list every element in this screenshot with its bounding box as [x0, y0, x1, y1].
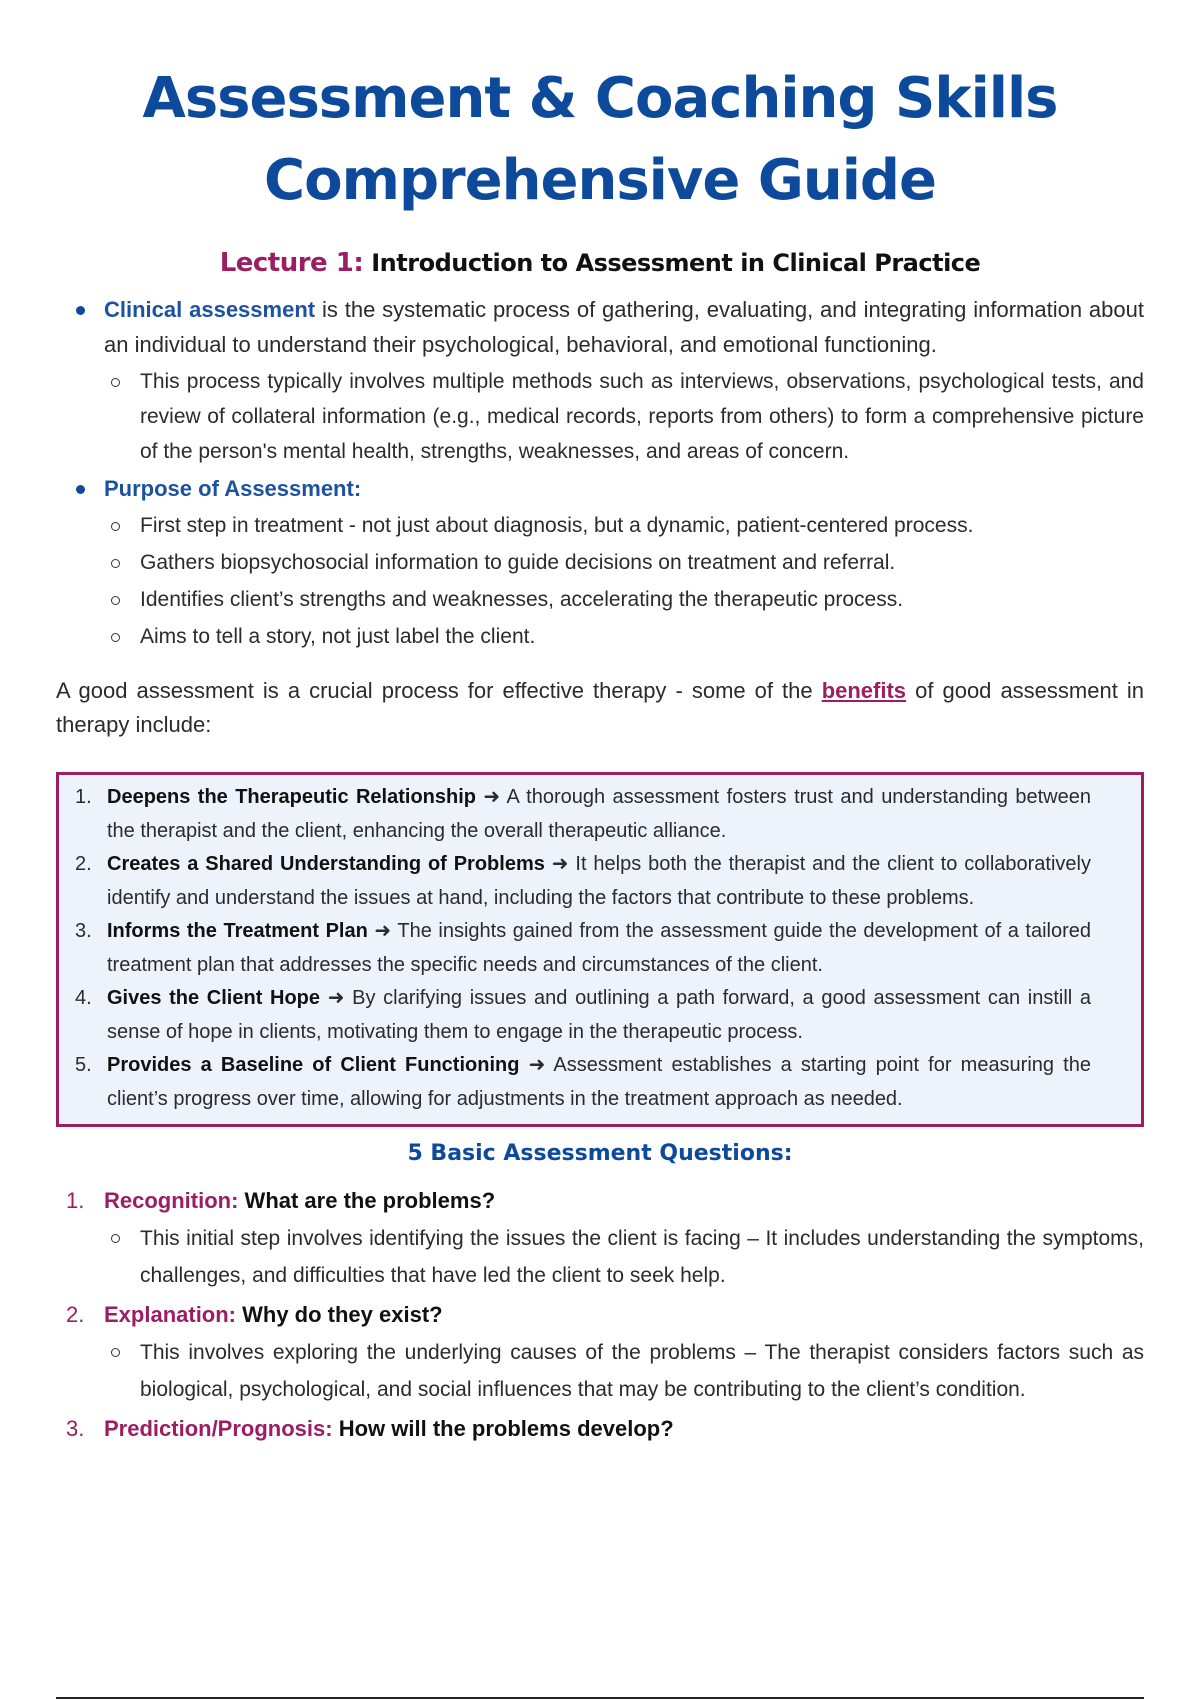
- question-label: Prediction/Prognosis:: [104, 1416, 333, 1441]
- lecture-heading: [56, 248, 1144, 278]
- arrow-icon: ➜: [544, 853, 576, 875]
- purpose-item: [56, 545, 1144, 580]
- benefit-text: A thorough assessment fosters trust and understanding between the therapist and the client, enhancing the overall therapeutic alliance.: [107, 786, 1091, 842]
- title-line-1: Assessment & Coaching Skills: [142, 66, 1058, 131]
- benefit-number: 4.: [75, 987, 92, 1009]
- footer-divider: [56, 1697, 1144, 1699]
- question-number: 2.: [66, 1302, 85, 1327]
- benefit-text: It helps both the therapist and the client to collaboratively identify and understand the issues at hand, including the factors that contribute to these problems.: [107, 853, 1091, 909]
- benefits-box: [56, 772, 1144, 1127]
- title-line-2: Comprehensive Guide: [264, 148, 936, 213]
- benefit-item: [73, 982, 1091, 1049]
- benefit-title: Deepens the Therapeutic Relationship: [107, 786, 476, 808]
- bullet-purpose: [56, 471, 1144, 506]
- intro-text-before: A good assessment is a crucial process for effective therapy - some of the: [56, 678, 822, 703]
- purpose-heading: Purpose of Assessment:: [104, 476, 362, 501]
- question-detail: [56, 1334, 1144, 1408]
- question-detail-text: This initial step involves identifying the issues the client is facing – It includes understanding the symptoms, challenges, and difficulties that have led the client to seek help.: [140, 1227, 1144, 1287]
- benefit-item: [73, 915, 1091, 982]
- lecture-label: Lecture 1:: [219, 248, 364, 278]
- benefits-intro-paragraph: [56, 674, 1144, 742]
- question-item: [56, 1184, 1144, 1218]
- methods-text: This process typically involves multiple methods such as interviews, observations, psychological tests, and review of collateral information (e.g., medical records, reports from others) to form a comprehensive picture of the person's mental health, strengths, weaknesses, and areas of concern.: [140, 370, 1144, 463]
- clinical-term: Clinical assessment: [104, 297, 316, 322]
- question-text: How will the problems develop?: [332, 1416, 674, 1441]
- purpose-item: [56, 508, 1144, 543]
- benefit-title: Informs the Treatment Plan: [107, 920, 368, 942]
- purpose-item-text: First step in treatment - not just about diagnosis, but a dynamic, patient-centered process.: [140, 514, 974, 537]
- purpose-item-text: Identifies client’s strengths and weaknesses, accelerating the therapeutic process.: [140, 588, 904, 611]
- bullet-dot-icon: [76, 306, 85, 315]
- benefit-item: [73, 781, 1091, 848]
- circle-bullet-icon: [111, 522, 120, 531]
- question-item: [56, 1298, 1144, 1332]
- circle-bullet-icon: [111, 596, 120, 605]
- document-page: [56, 0, 1144, 1446]
- question-label: Explanation:: [104, 1302, 237, 1327]
- questions-heading: 5 Basic Assessment Questions:: [407, 1141, 793, 1166]
- circle-bullet-icon: [111, 559, 120, 568]
- benefit-item: [73, 848, 1091, 915]
- benefit-text: Assessment establishes a starting point for measuring the client’s progress over time, allowing for adjustments in the treatment approach as needed.: [107, 1054, 1091, 1110]
- purpose-item: [56, 582, 1144, 617]
- benefit-title: Gives the Client Hope: [107, 987, 321, 1009]
- question-number: 1.: [66, 1188, 85, 1213]
- purpose-item: [56, 619, 1144, 654]
- sub-bullet-methods: [56, 364, 1144, 469]
- benefit-text: The insights gained from the assessment guide the development of a tailored treatment plan that addresses the specific needs and circumstances of the client.: [107, 920, 1091, 976]
- intro-text-after: of good assessment in therapy include:: [56, 678, 1144, 737]
- question-detail-text: This involves exploring the underlying causes of the problems – The therapist considers factors such as biological, psychological, and social influences that may be contributing to the client’s condition.: [140, 1341, 1144, 1401]
- document-title: [56, 58, 1144, 222]
- question-number: 3.: [66, 1416, 85, 1441]
- benefit-number: 1.: [75, 786, 92, 808]
- purpose-item-text: Gathers biopsychosocial information to guide decisions on treatment and referral.: [140, 551, 896, 574]
- question-text: Why do they exist?: [236, 1302, 443, 1327]
- benefit-text: By clarifying issues and outlining a path forward, a good assessment can instill a sense of hope in clients, motivating them to engage in the therapeutic process.: [107, 987, 1091, 1043]
- circle-bullet-icon: [111, 1348, 120, 1357]
- benefit-title: Creates a Shared Understanding of Problems: [107, 853, 545, 875]
- purpose-item-text: Aims to tell a story, not just label the client.: [140, 625, 536, 648]
- circle-bullet-icon: [111, 633, 120, 642]
- circle-bullet-icon: [111, 1234, 120, 1243]
- question-text: What are the problems?: [238, 1188, 496, 1213]
- bullet-dot-icon: [76, 485, 85, 494]
- benefit-item: [73, 1049, 1091, 1116]
- benefit-title: Provides a Baseline of Client Functioning: [107, 1054, 520, 1076]
- arrow-icon: ➜: [367, 920, 398, 942]
- benefits-link[interactable]: benefits: [821, 678, 907, 703]
- question-item: [56, 1412, 1144, 1446]
- arrow-icon: ➜: [320, 987, 353, 1009]
- benefit-number: 5.: [75, 1054, 92, 1076]
- arrow-icon: ➜: [476, 786, 507, 808]
- benefit-number: 3.: [75, 920, 92, 942]
- question-label: Recognition:: [104, 1188, 239, 1213]
- arrow-icon: ➜: [519, 1054, 554, 1076]
- clinical-definition: is the systematic process of gathering, evaluating, and integrating information about an individual to understand their psychological, behavioral, and emotional functioning.: [104, 297, 1144, 357]
- circle-bullet-icon: [111, 378, 120, 387]
- question-detail: [56, 1220, 1144, 1294]
- bullet-clinical-assessment: [56, 292, 1144, 362]
- benefit-number: 2.: [75, 853, 92, 875]
- lecture-title: Introduction to Assessment in Clinical Practice: [371, 249, 981, 277]
